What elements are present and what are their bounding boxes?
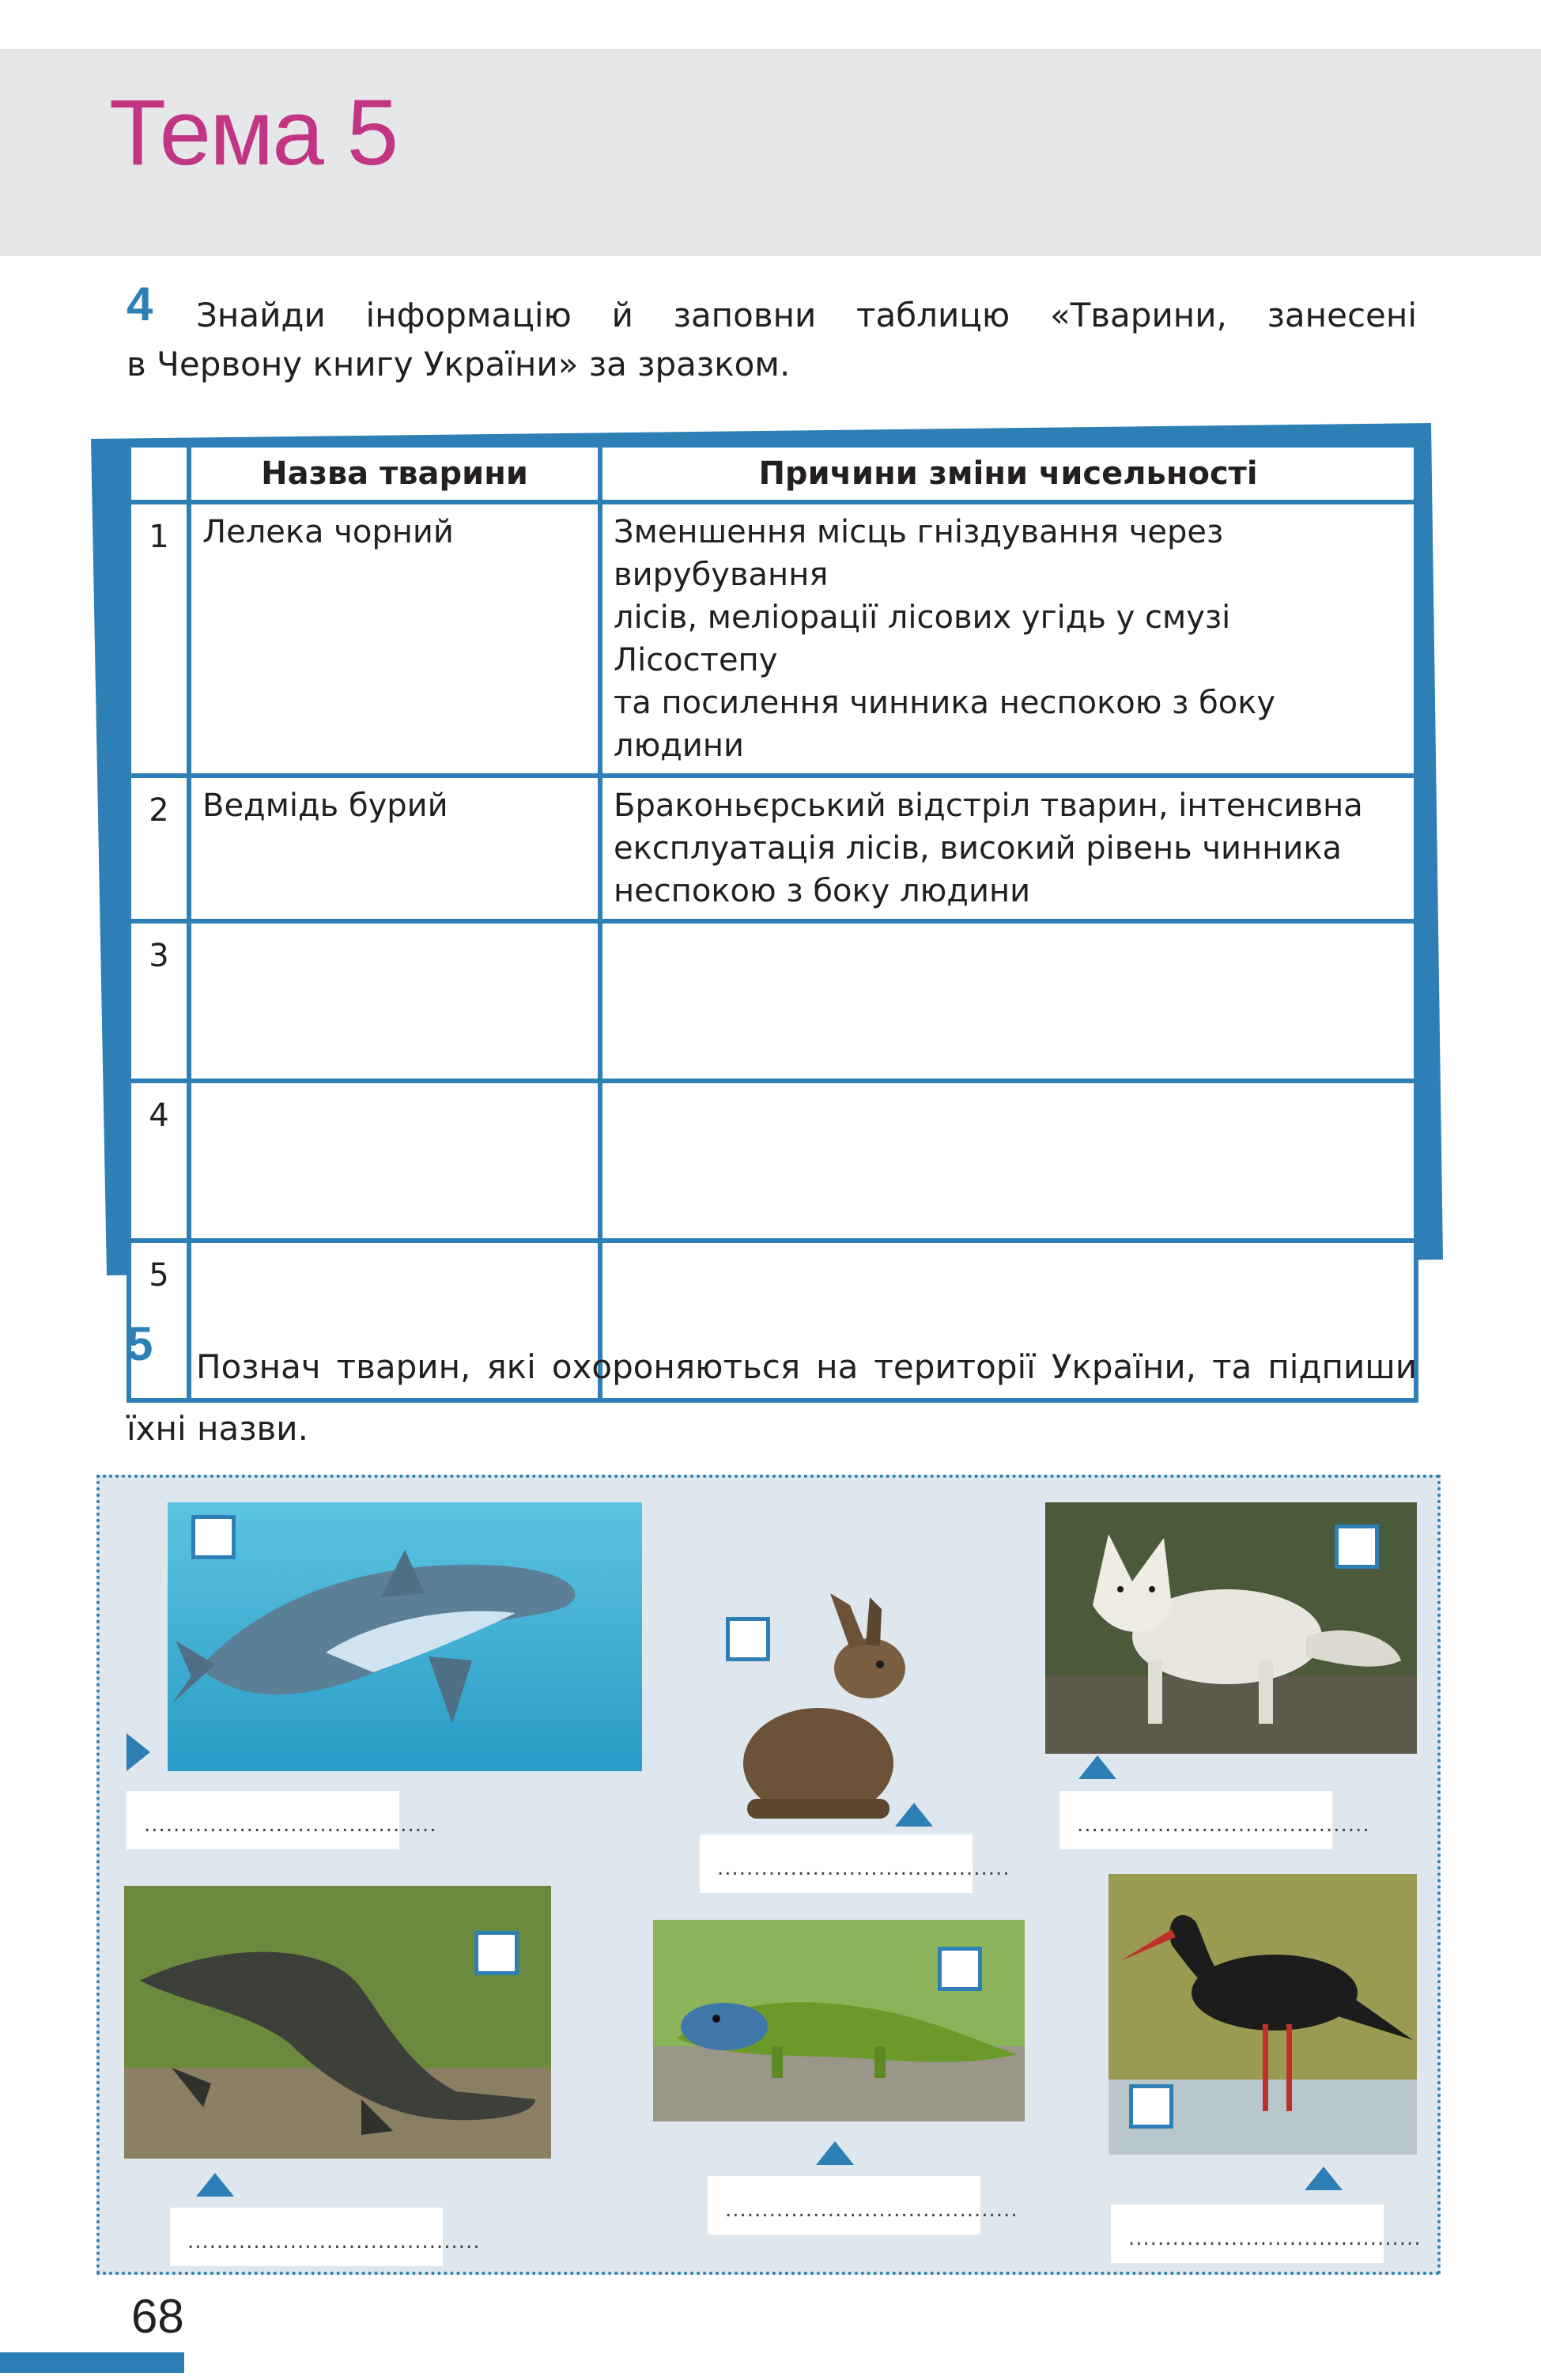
reason-line: та посилення чинника неспокою з боку людини [614, 685, 1276, 764]
topic-title: Тема 5 [109, 81, 398, 185]
pointer-arrow-icon [127, 1733, 150, 1771]
task-4-line-2: в Червону книгу України» за зразком. [127, 345, 791, 383]
table-row [129, 921, 1416, 1081]
stork-checkbox[interactable] [1129, 2084, 1173, 2129]
pointer-arrow-icon [816, 2141, 854, 2165]
reason-line: експлуатація лісів, високий рівень чинника [614, 830, 1343, 867]
row-number: 3 [129, 921, 189, 1081]
dolphin-label-field[interactable] [127, 1791, 437, 1849]
lizard-label-field[interactable] [708, 2176, 1018, 2235]
row-number: 5 [129, 1241, 189, 1400]
reason-cell[interactable] [600, 1081, 1416, 1241]
task-4-number: 4 [127, 278, 153, 331]
page-bar [0, 2352, 184, 2373]
alligator-label-field[interactable] [170, 2208, 481, 2266]
fox-checkbox[interactable] [1335, 1524, 1379, 1569]
pointer-arrow-icon [1078, 1755, 1116, 1779]
reason-line: неспокою з боку людини [614, 873, 1031, 909]
header-animal-name: Назва тварини [189, 445, 600, 502]
fox-label-field[interactable] [1059, 1791, 1370, 1849]
table-row [129, 502, 1416, 776]
red-book-table [127, 443, 1418, 1403]
row-number: 1 [129, 502, 189, 776]
dolphin-checkbox[interactable] [191, 1515, 236, 1559]
dotted-line: ........................................ [1077, 1813, 1370, 1837]
reason-cell[interactable] [600, 776, 1416, 921]
reason-line: лісів, меліорації лісових угідь у смузі Лісостепу [614, 599, 1231, 678]
dotted-line: ........................................ [187, 2230, 481, 2253]
lizard-checkbox[interactable] [938, 1947, 982, 1991]
header-reasons: Причини зміни чисельності [600, 445, 1416, 502]
alligator-checkbox[interactable] [474, 1931, 519, 1975]
task-5-line-1: Познач тварин, які охороняються на території України, та підпиши [196, 1347, 1417, 1386]
task-5-text [127, 1336, 1417, 1460]
pointer-arrow-icon [1305, 2167, 1343, 2190]
dotted-line: ........................................ [144, 1813, 437, 1837]
table-row [129, 776, 1416, 921]
reason-line: Зменшення місць гніздування через вирубування [614, 514, 1224, 593]
reason-cell[interactable] [600, 921, 1416, 1081]
alligator-photo [124, 1886, 551, 2159]
row-number: 4 [129, 1081, 189, 1241]
pointer-arrow-icon [196, 2173, 234, 2197]
table-header-row [129, 445, 1416, 502]
table-row [129, 1081, 1416, 1241]
task-4-line-1: Знайди інформацію й заповни таблицю «Тварини, занесені [196, 296, 1417, 334]
dolphin-photo [168, 1502, 642, 1771]
reason-cell[interactable] [600, 502, 1416, 776]
animal-name-cell[interactable] [189, 921, 600, 1081]
hare-label-field[interactable] [700, 1834, 1010, 1893]
stork-label-field[interactable] [1111, 2204, 1422, 2263]
pointer-arrow-icon [895, 1803, 933, 1827]
animal-name-cell[interactable]: Лелека чорний [189, 502, 600, 776]
page-number: 68 [131, 2290, 184, 2343]
dotted-line: ........................................ [1128, 2227, 1422, 2250]
dotted-line: ........................................ [717, 1857, 1010, 1880]
animal-name-cell[interactable]: Ведмідь бурий [189, 776, 600, 921]
task-5-number: 5 [127, 1317, 153, 1370]
animal-name-cell[interactable] [189, 1081, 600, 1241]
reason-line: Браконьєрський відстріл тварин, інтенсивна [614, 788, 1363, 824]
hare-checkbox[interactable] [726, 1617, 770, 1661]
row-number: 2 [129, 776, 189, 921]
task-5-line-2: їхні назви. [127, 1409, 308, 1448]
header-number-cell [129, 445, 189, 502]
dotted-line: ........................................ [725, 2198, 1018, 2222]
task-4-text [127, 291, 1417, 389]
